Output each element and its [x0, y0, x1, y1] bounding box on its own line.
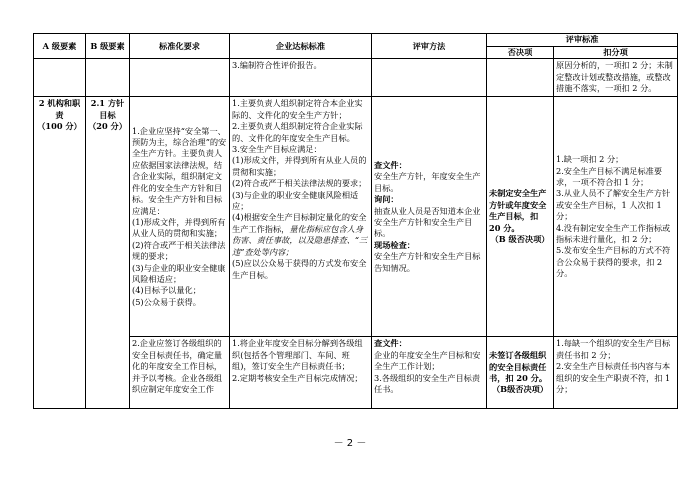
cell-standard: [130, 337, 230, 409]
cell-enterprise: [230, 97, 372, 337]
method-text: 3.各级组织的安全生产目标责任书。: [374, 372, 481, 395]
header-method: 评审方法: [372, 34, 487, 59]
ent-line: 2.主要负责人组织制定符合企业实际的、文件化的年度安全生产目标。: [232, 121, 363, 143]
a-level-label: 2 机构和职责: [38, 98, 81, 120]
std-line: (3)与企业的职业安全健康风险相适应；: [132, 262, 226, 284]
std-line: (2)符合或严于相关法律法规的要求；: [132, 239, 226, 262]
cell-method: [372, 97, 487, 337]
cell-veto: [487, 337, 554, 409]
cell-b-empty: [86, 59, 130, 97]
deduct-text: 原因分析的，一项扣 2 分；未制定整改计划或整改措施，或整改措施不落实，一项扣 2 分。: [556, 60, 673, 94]
table-row: [34, 59, 678, 97]
a-level-score: （100 分）: [37, 121, 82, 132]
method-heading: 查文件：: [374, 159, 407, 170]
deduct-line: 4.没有制定安全生产工作指标或指标未进行量化，扣 2 分；: [556, 222, 671, 245]
table-row: [34, 97, 678, 337]
header-criteria: 评审标准: [487, 34, 678, 47]
cell-veto: [487, 97, 554, 337]
cell-veto-empty: [487, 59, 554, 97]
veto-note: （B级否决项）: [491, 384, 549, 395]
std-line: (5)公众易于获得。: [132, 296, 201, 307]
ent-line: (1)形成文件，并得到所有从业人员的贯彻和实施；: [232, 155, 367, 177]
method-heading: 查文件：: [374, 338, 407, 349]
deduct-line: 1.缺一项扣 2 分；: [556, 154, 624, 165]
ent-line: 1.主要负责人组织制定符合本企业实际的、文件化的安全生产方针；: [232, 98, 363, 120]
header-b-level: B 级要素: [86, 34, 130, 59]
method-text: 抽查从业人员是否知道本企业安全生产方针和安全生产目标。: [374, 205, 481, 239]
ent-line: (4)根据安全生产目标制定量化的安全生产工作指标，: [232, 212, 367, 234]
ent-line: 3.安全生产目标应满足：: [232, 144, 322, 155]
b-level-label: 2.1 方针目标: [90, 98, 125, 120]
std-line: (4)目标予以量化；: [132, 285, 201, 296]
method-heading: 询问：: [374, 194, 399, 205]
std-line: (1)形成文件，并得到所有从业人员的贯彻和实施；: [132, 216, 226, 239]
std-line: 1.企业应坚持“安全第一、预防为主，综合治理”的安全生产方针。主要负责人应依据国家法律法规，结合企业实际，组织制定文件化的安全生产方针和目标。安全生产方针和目标应满足：: [132, 125, 227, 216]
header-deduct: 扣分项: [554, 47, 678, 59]
cell-b-level: [86, 97, 130, 409]
deduct-line: 3.从业人员不了解安全生产方针或安全生产目标，1 人次扣 1 分；: [556, 188, 671, 222]
cell-method-empty: [372, 59, 487, 97]
std-text: 2.企业应签订各级组织的安全目标责任书，确定量化的年度安全工作目标，并予以考核。企业各级组织应制定年度安全工作: [132, 338, 223, 395]
page-number: － 2 －: [333, 438, 367, 449]
deduct-line: 1.每缺一个组织的安全生产目标责任书扣 2 分；: [556, 338, 671, 360]
veto-note: （B 级否决项）: [490, 234, 550, 245]
ent-line: (2)符合或严于相关法律法规的要求；: [232, 178, 367, 189]
ent-line: 2.定期考核安全生产目标完成情况；: [232, 372, 363, 383]
cell-deduct: [554, 59, 678, 97]
cell-method: [372, 337, 487, 409]
header-a-level: A 级要素: [34, 34, 86, 59]
cell-enterprise: [230, 337, 372, 409]
method-text: 安全生产方针，年度安全生产目标。: [374, 171, 481, 193]
cell-deduct: [554, 337, 678, 409]
cell-a-empty: [34, 59, 86, 97]
evaluation-table: [33, 33, 678, 409]
header-row: [34, 34, 678, 47]
header-veto: 否决项: [487, 47, 554, 59]
cell-deduct: [554, 97, 678, 337]
cell-enterprise: [230, 59, 372, 97]
header-standard: 标准化要求: [130, 34, 230, 59]
enterprise-text: 3.编制符合性评价报告。: [232, 60, 322, 71]
method-heading: 现场检查：: [374, 239, 415, 250]
veto-text: 未签订各级组织的安全目标责任书，扣 20 分。: [489, 350, 548, 383]
cell-std-empty: [130, 59, 230, 97]
ent-line: (5)应以公众易于获得的方式发布安全生产目标。: [232, 258, 367, 280]
header-enterprise: 企业达标标准: [230, 34, 372, 59]
cell-standard: [130, 97, 230, 337]
deduct-line: 2.安全生产目标责任书内容与本组织的安全生产职责不符，扣 1 分；: [556, 361, 671, 395]
ent-line-italic: 量化指标应包含人身伤害、责任事故，以及隐患排查、“三违”查处等内容；: [232, 223, 368, 257]
method-text: 企业的年度安全生产目标和安全生产工作计划；: [374, 349, 481, 372]
table-row: [34, 337, 678, 409]
ent-line: 1.将企业年度安全目标分解到各级组织(包括各个管理部门、车间、班组)，签订安全生产目标责任书；: [232, 338, 363, 372]
deduct-line: 5.发布安全生产目标的方式不符合公众易于获得的要求，扣 2 分。: [556, 245, 671, 279]
cell-a-level: [34, 97, 86, 409]
ent-line: (3)与企业的职业安全健康风险相适应；: [232, 189, 359, 212]
method-text: 安全生产方针和安全生产目标告知情况。: [374, 251, 481, 273]
deduct-line: 2.安全生产目标不满足标准要求，一项不符合扣 1 分；: [556, 165, 663, 187]
b-level-score: （20 分）: [88, 121, 127, 132]
veto-text: 未制定安全生产方针或年度安全生产目标，扣 20 分。: [489, 188, 547, 233]
